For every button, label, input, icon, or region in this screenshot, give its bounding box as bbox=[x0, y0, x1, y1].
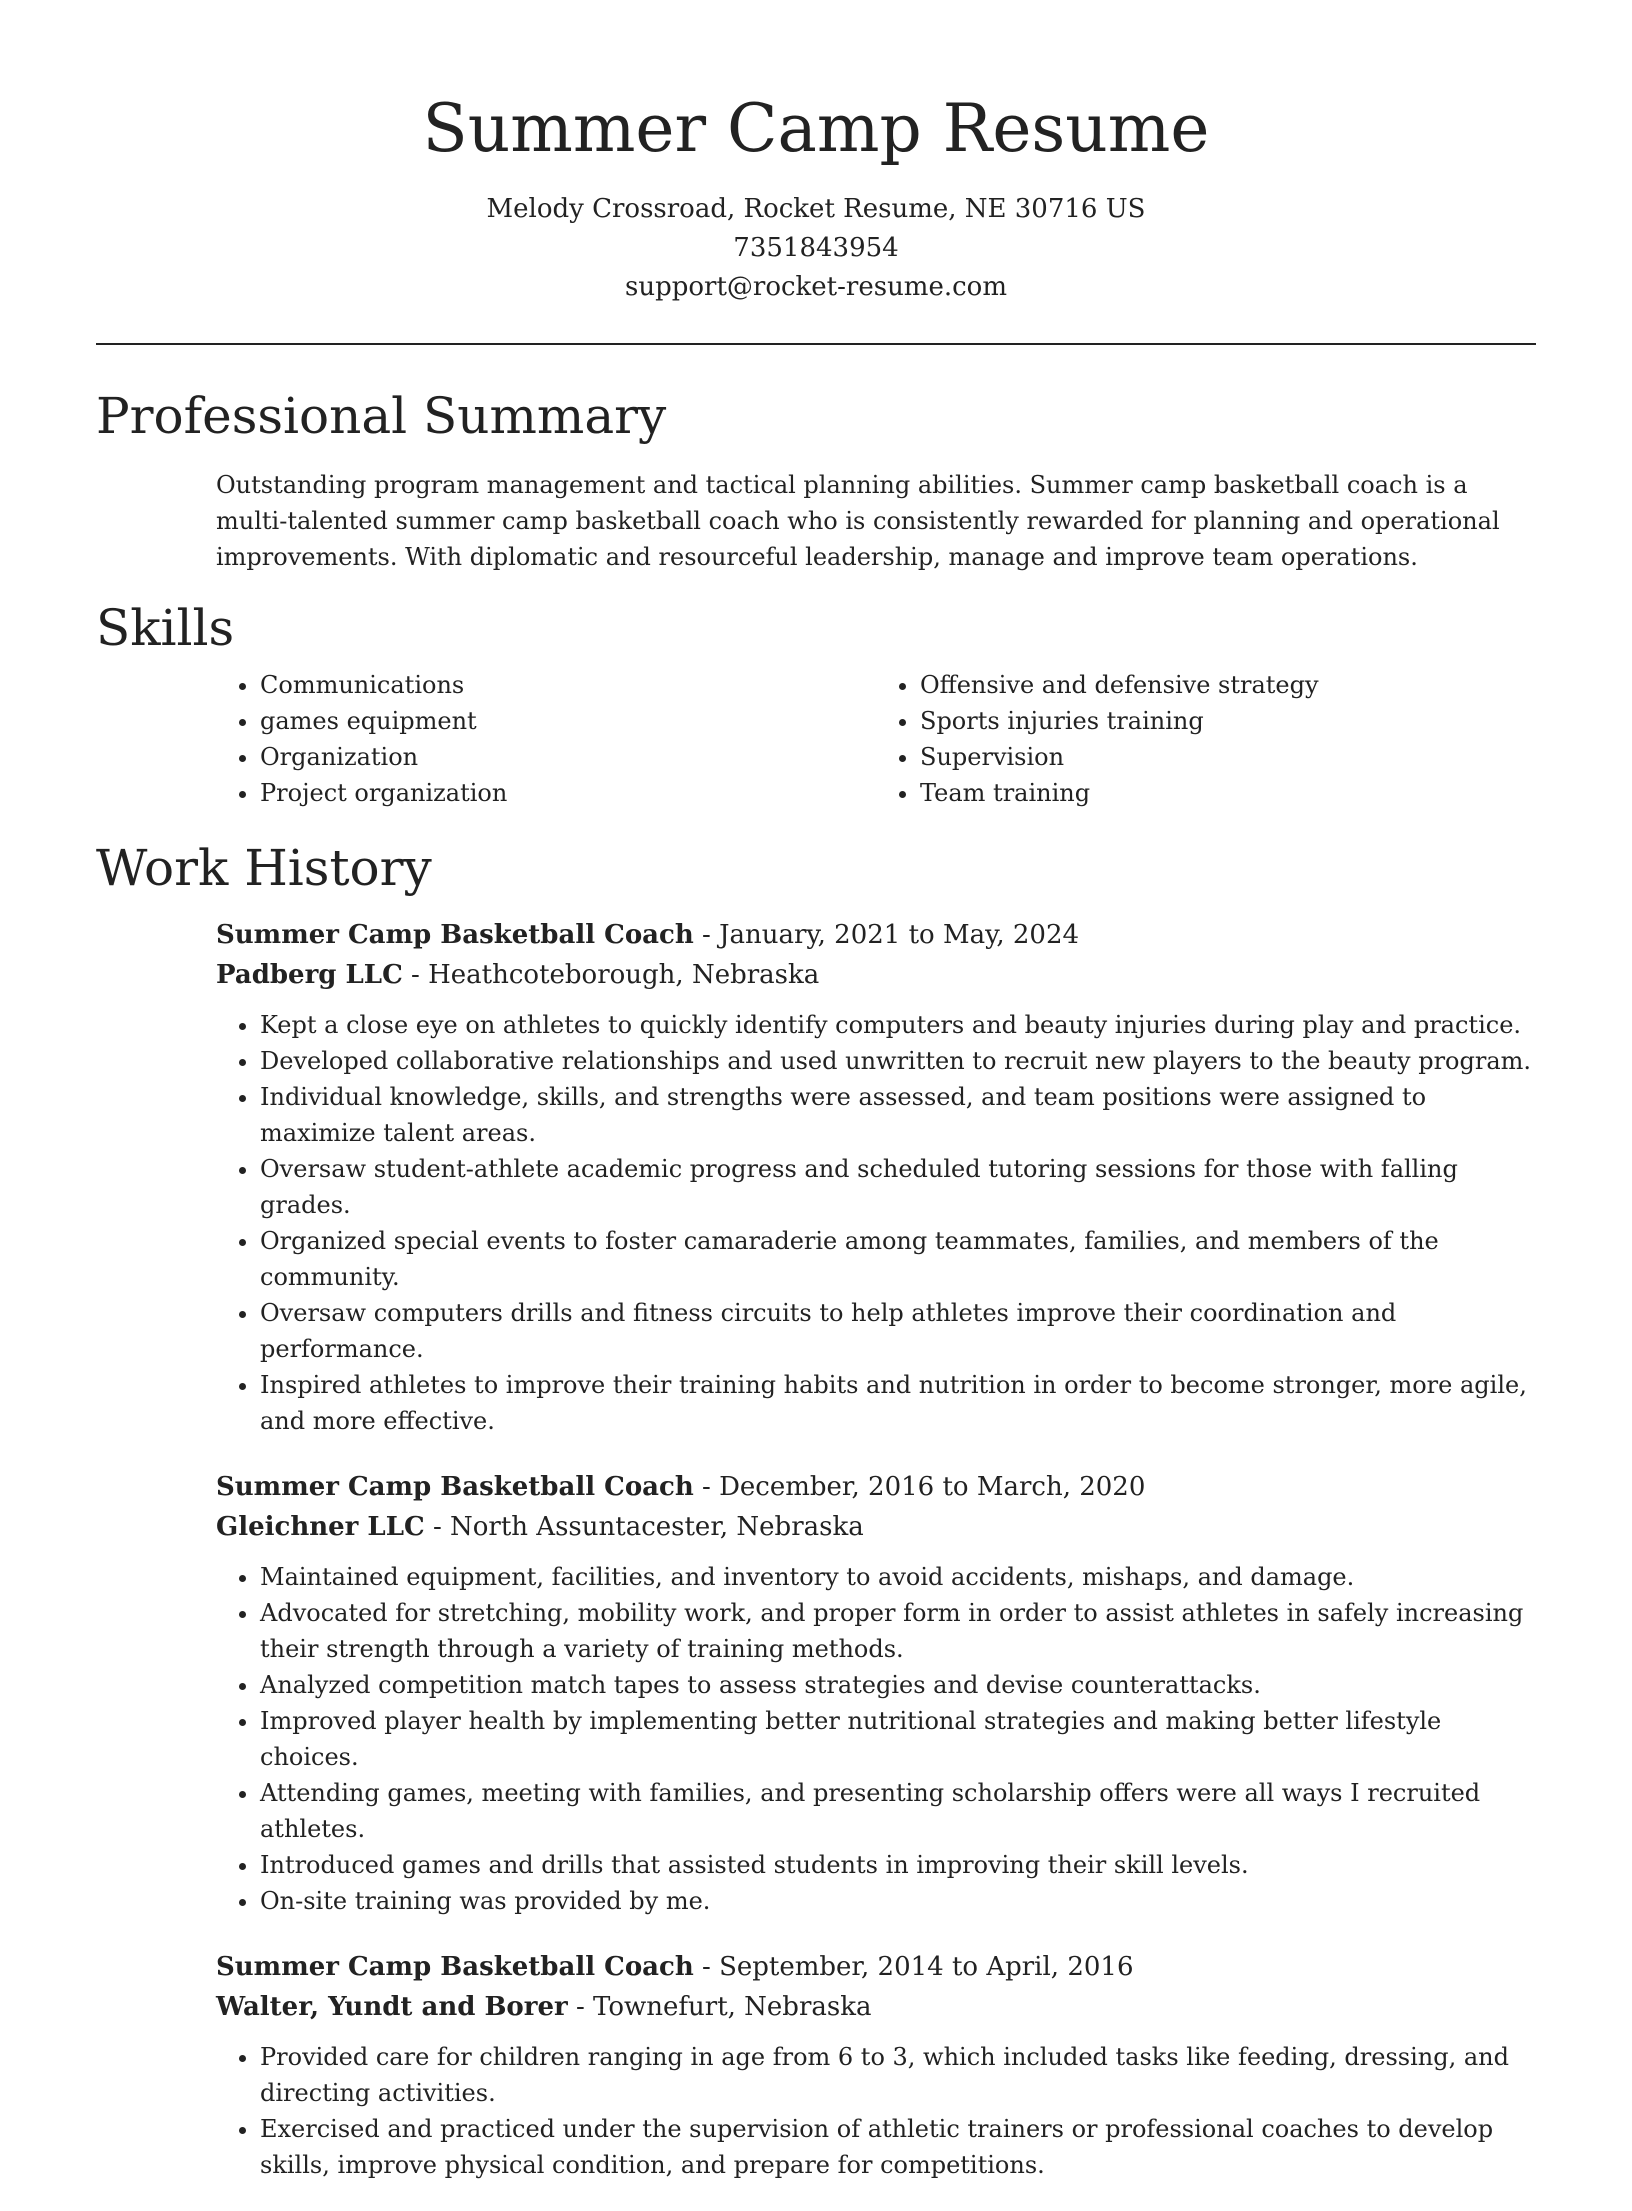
job-company: Padberg LLC bbox=[216, 960, 403, 990]
skills-section bbox=[96, 595, 1536, 811]
skills-columns bbox=[216, 667, 1536, 811]
job-dates: - January, 2021 to May, 2024 bbox=[693, 920, 1080, 950]
job-dates: - September, 2014 to April, 2016 bbox=[693, 1952, 1134, 1982]
job-bullet-list bbox=[216, 1007, 1536, 1439]
work-history-section bbox=[96, 835, 1536, 2183]
job-bullet: • Inspired athletes to improve their training habits and nutrition in order to become stronger, more agile, and more effective. bbox=[260, 1367, 1536, 1439]
skill-item: • Organization bbox=[260, 739, 876, 775]
job-bullet: • Exercised and practiced under the supervision of athletic trainers or professional coaches to develop skills, improve physical condition, and prepare for competitions. bbox=[260, 2111, 1536, 2183]
job-bullet: • Developed collaborative relationships and used unwritten to recruit new players to the beauty program. bbox=[260, 1043, 1536, 1079]
job-title: Summer Camp Basketball Coach bbox=[216, 1952, 694, 1982]
skill-item: • Sports injuries training bbox=[920, 703, 1536, 739]
job-title-line bbox=[216, 915, 1536, 955]
job-location: - Heathcoteborough, Nebraska bbox=[402, 960, 820, 990]
summary-section bbox=[96, 383, 1536, 575]
job-company: Gleichner LLC bbox=[216, 1512, 425, 1542]
job-bullet-list bbox=[216, 1559, 1536, 1919]
job-bullet-list bbox=[216, 2039, 1536, 2183]
job-location: - Townefurt, Nebraska bbox=[567, 1992, 872, 2022]
job-bullet: • Maintained equipment, facilities, and inventory to avoid accidents, mishaps, and damage. bbox=[260, 1559, 1536, 1595]
skill-item: • Project organization bbox=[260, 775, 876, 811]
skills-heading: Skills bbox=[96, 599, 235, 657]
resume-header bbox=[96, 0, 1536, 307]
job-bullet: • Attending games, meeting with families, and presenting scholarship offers were all ways I recruited athletes. bbox=[260, 1775, 1536, 1847]
job-bullet: • Analyzed competition match tapes to assess strategies and devise counterattacks. bbox=[260, 1667, 1536, 1703]
work-history-body bbox=[216, 915, 1536, 2183]
header-divider bbox=[96, 343, 1536, 345]
job-title-line bbox=[216, 1947, 1536, 1987]
contact-address: Melody Crossroad, Rocket Resume, NE 30716 US bbox=[486, 194, 1146, 224]
skills-list-left bbox=[216, 667, 876, 811]
job-bullet: • On-site training was provided by me. bbox=[260, 1883, 1536, 1919]
summary-text: Outstanding program management and tactical planning abilities. Summer camp basketball coach is a multi-talented summer camp basketball coach who is consistently rewarded for planning and operational improvements. With diplomatic and resourceful leadership, manage and improve team operations. bbox=[216, 471, 1500, 571]
job-bullet: • Kept a close eye on athletes to quickly identify computers and beauty injuries during play and practice. bbox=[260, 1007, 1536, 1043]
contact-email[interactable]: support@rocket-resume.com bbox=[624, 272, 1007, 302]
job-dates: - December, 2016 to March, 2020 bbox=[693, 1472, 1146, 1502]
job-bullet: • Provided care for children ranging in age from 6 to 3, which included tasks like feeding, dressing, and directing activities. bbox=[260, 2039, 1536, 2111]
job-bullet: • Improved player health by implementing better nutritional strategies and making better lifestyle choices. bbox=[260, 1703, 1536, 1775]
job-title: Summer Camp Basketball Coach bbox=[216, 920, 694, 950]
skill-item: • Team training bbox=[920, 775, 1536, 811]
job-entry bbox=[216, 915, 1536, 1439]
summary-body bbox=[216, 467, 1536, 575]
summary-heading: Professional Summary bbox=[96, 387, 667, 445]
contact-block bbox=[96, 190, 1536, 307]
job-company-line bbox=[216, 1987, 1536, 2027]
job-company: Walter, Yundt and Borer bbox=[216, 1992, 568, 2022]
job-bullet: • Advocated for stretching, mobility work, and proper form in order to assist athletes in safely increasing their strength through a variety of training methods. bbox=[260, 1595, 1536, 1667]
job-title: Summer Camp Basketball Coach bbox=[216, 1472, 694, 1502]
job-entry bbox=[216, 1947, 1536, 2183]
job-entry bbox=[216, 1467, 1536, 1919]
contact-phone: 7351843954 bbox=[733, 233, 899, 263]
job-bullet: • Introduced games and drills that assisted students in improving their skill levels. bbox=[260, 1847, 1536, 1883]
job-location: - North Assuntacester, Nebraska bbox=[424, 1512, 864, 1542]
job-company-line bbox=[216, 1507, 1536, 1547]
job-title-line bbox=[216, 1467, 1536, 1507]
skill-item: • Offensive and defensive strategy bbox=[920, 667, 1536, 703]
job-bullet: • Organized special events to foster camaraderie among teammates, families, and members of the community. bbox=[260, 1223, 1536, 1295]
skill-item: • Supervision bbox=[920, 739, 1536, 775]
job-company-line bbox=[216, 955, 1536, 995]
skill-item: • games equipment bbox=[260, 703, 876, 739]
job-bullet: • Oversaw computers drills and fitness circuits to help athletes improve their coordination and performance. bbox=[260, 1295, 1536, 1367]
job-bullet: • Oversaw student-athlete academic progress and scheduled tutoring sessions for those with falling grades. bbox=[260, 1151, 1536, 1223]
work-history-heading: Work History bbox=[96, 839, 432, 897]
skills-list-right bbox=[876, 667, 1536, 811]
skill-item: • Communications bbox=[260, 667, 876, 703]
job-bullet: • Individual knowledge, skills, and strengths were assessed, and team positions were assigned to maximize talent areas. bbox=[260, 1079, 1536, 1151]
resume-title: Summer Camp Resume bbox=[422, 90, 1210, 167]
resume-page bbox=[96, 0, 1536, 2211]
